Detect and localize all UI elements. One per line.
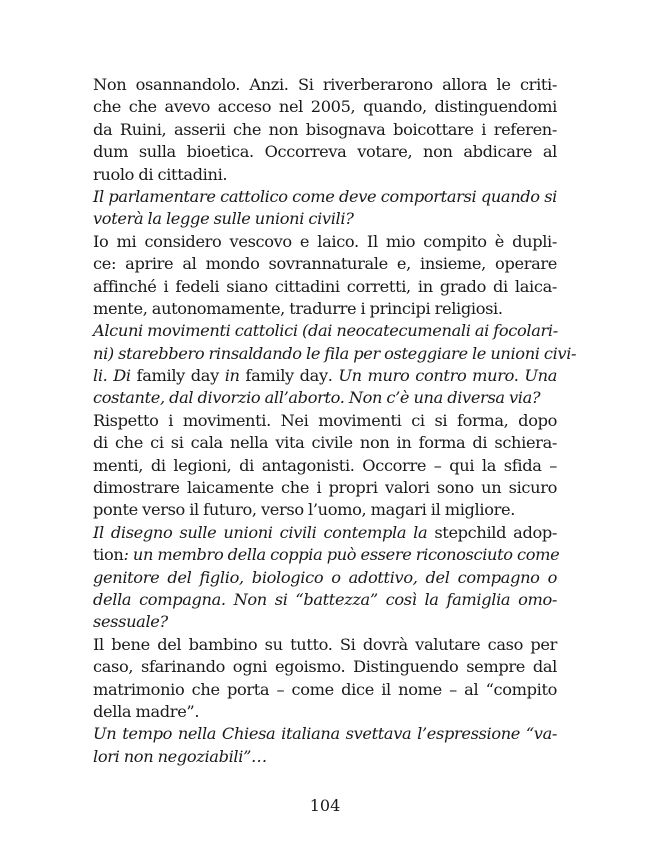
- text-fragment: family day: [136, 366, 219, 386]
- text-fragment: . Un muro contro muro. Una: [327, 366, 558, 386]
- text-line: della madre”.: [93, 701, 200, 721]
- text-line: Il bene del bambino su tutto. Si dovrà valutare caso per: [93, 634, 557, 654]
- question-line: sessuale?: [93, 612, 168, 632]
- text-line: Rispetto i movimenti. Nei movimenti ci si forma, dopo: [93, 410, 557, 430]
- text-line: Non osannandolo. Anzi. Si riverberarono allora le criti-: [93, 75, 557, 94]
- text-line: mente, autonomamente, tradurre i principi religiosi.: [93, 298, 503, 318]
- question-line: voterà la legge sulle unioni civili?: [93, 209, 354, 229]
- text-line: da Ruini, asserii che non bisognava boicottare i referen-: [93, 119, 557, 139]
- text-line: ce: aprire al mondo sovrannaturale e, insieme, operare: [93, 254, 557, 274]
- text-line: dum sulla bioetica. Occorreva votare, non abdicare al: [93, 142, 557, 162]
- question-line: Un tempo nella Chiesa italiana svettava l’espressione “va-: [93, 724, 557, 744]
- page-number: 104: [309, 796, 341, 815]
- text-line: ruolo di cittadini.: [93, 164, 228, 184]
- question-line: lori non negoziabili”…: [93, 746, 267, 766]
- question-line: costante, dal divorzio all’aborto. Non c’è una diversa via?: [93, 388, 541, 408]
- question-line: Il parlamentare cattolico come deve comportarsi quando si: [93, 186, 557, 206]
- text-fragment: in: [218, 366, 246, 386]
- text-line: che che avevo acceso nel 2005, quando, distinguendomi: [93, 97, 557, 117]
- text-fragment: family day: [245, 366, 328, 386]
- question-line: della compagna. Non si “battezza” così la famiglia omo-: [93, 589, 557, 609]
- question-line: Alcuni movimenti cattolici (dai neocatecumenali ai focolari-: [93, 321, 558, 341]
- question-line: [93, 365, 557, 387]
- text-line: matrimonio che porta – come dice il nome – al “compito: [93, 679, 557, 699]
- text-line: Io mi considero vescovo e laico. Il mio compito è dupli-: [93, 231, 557, 251]
- text-block: [93, 74, 577, 768]
- text-fragment: stepchild adop-: [434, 522, 557, 542]
- text-line: di che ci si cala nella vita civile non in forma di schiera-: [93, 433, 557, 453]
- question-line: ni) starebbero rinsaldando le fila per osteggiare le unioni civi-: [93, 343, 577, 363]
- question-line: [93, 544, 560, 566]
- text-fragment: li. Di: [93, 366, 137, 386]
- question-line: genitore del figlio, biologico o adottivo, del compagno o: [93, 567, 557, 587]
- question-line: [93, 522, 557, 544]
- text-fragment: Il disegno sulle unioni civili contempla la: [93, 522, 435, 542]
- text-line: dimostrare laicamente che i propri valori sono un sicuro: [93, 478, 557, 498]
- text-line: menti, di legioni, di antagonisti. Occorre – qui la sfida –: [93, 455, 557, 475]
- text-line: affinché i fedeli siano cittadini corretti, in grado di laica-: [93, 276, 557, 296]
- text-fragment: : un membro della coppia può essere riconosciuto come: [123, 545, 560, 565]
- text-line: caso, sfarinando ogni egoismo. Distinguendo sempre dal: [93, 657, 557, 677]
- text-fragment: tion: [93, 545, 124, 565]
- text-line: ponte verso il futuro, verso l’uomo, magari il migliore.: [93, 500, 516, 520]
